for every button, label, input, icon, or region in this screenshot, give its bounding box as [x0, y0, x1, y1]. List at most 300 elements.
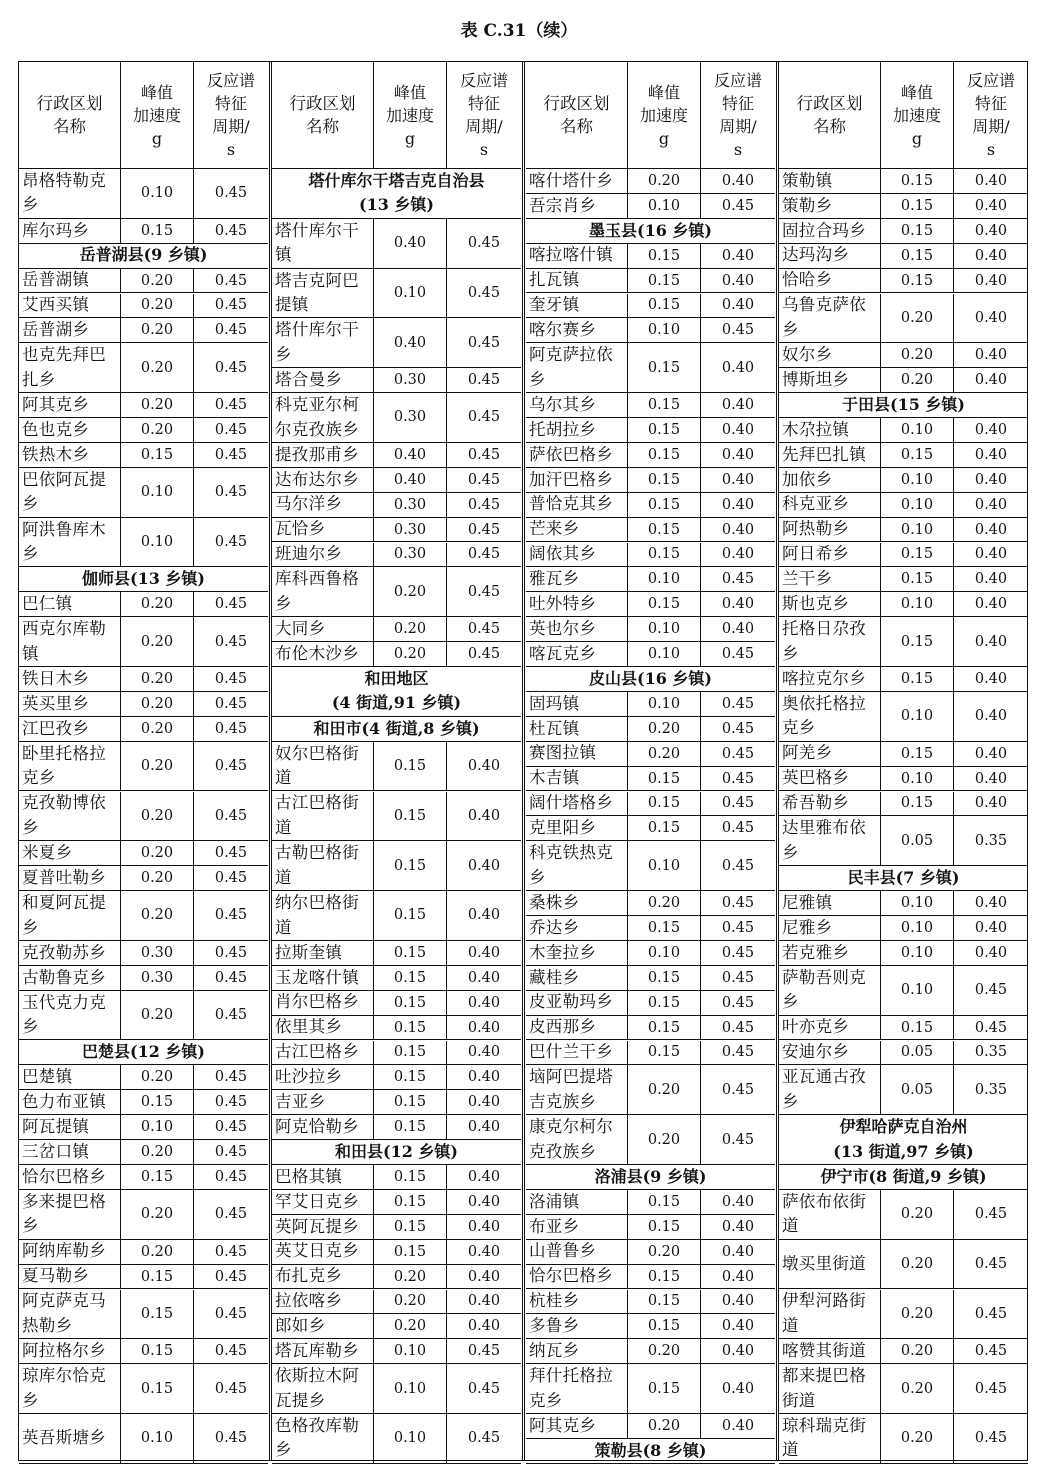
table-row — [19, 1290, 268, 1340]
period-value: 0.45 — [447, 617, 521, 642]
pga-value: 0.15 — [628, 1290, 701, 1315]
region-name: 英吾斯塘乡 — [19, 1414, 121, 1464]
region-name: 阿洪鲁库木 乡 — [19, 518, 121, 568]
pga-value: 0.10 — [881, 966, 954, 1016]
pga-value: 0.20 — [121, 418, 194, 443]
table-row — [526, 393, 775, 418]
region-name: 科克铁热克 乡 — [526, 841, 628, 891]
pga-value: 0.15 — [121, 219, 194, 244]
period-value: 0.45 — [447, 393, 521, 443]
pga-value: 0.10 — [121, 1115, 194, 1140]
period-value: 0.45 — [194, 219, 268, 244]
pga-value: 0.20 — [628, 1240, 701, 1265]
period-value: 0.45 — [194, 941, 268, 966]
table-row — [19, 966, 268, 991]
table-row — [779, 1364, 1028, 1414]
region-name: 克孜勒苏乡 — [19, 941, 121, 966]
region-name: 萨依巴格乡 — [526, 443, 628, 468]
pga-value: 0.15 — [628, 493, 701, 518]
period-value: 0.45 — [194, 1240, 268, 1265]
pga-value: 0.10 — [121, 518, 194, 568]
table-row — [779, 767, 1028, 792]
table-row — [19, 692, 268, 717]
period-value: 0.40 — [447, 1115, 521, 1140]
table-row — [526, 642, 775, 667]
table-row — [19, 269, 268, 294]
region-name: 古江巴格乡 — [272, 1041, 374, 1066]
period-value: 0.40 — [701, 1190, 775, 1215]
period-value: 0.45 — [194, 343, 268, 393]
table-row — [19, 418, 268, 443]
pga-value: 0.20 — [881, 368, 954, 393]
table-row — [19, 393, 268, 418]
period-value: 0.45 — [194, 866, 268, 891]
pga-value: 0.15 — [121, 1339, 194, 1364]
header-period: 反应谱 特征 周期/ s — [966, 71, 1015, 159]
pga-value: 0.15 — [881, 667, 954, 692]
pga-value: 0.15 — [374, 841, 447, 891]
table-column-3 — [526, 61, 775, 1461]
pga-value: 0.20 — [121, 592, 194, 617]
pga-value: 0.10 — [628, 318, 701, 343]
period-value: 0.40 — [701, 1339, 775, 1364]
table-row — [526, 617, 775, 642]
section-heading: 和田市(4 街道,8 乡镇) — [272, 717, 521, 742]
period-value: 0.45 — [194, 269, 268, 294]
region-name: 安迪尔乡 — [779, 1041, 881, 1066]
region-name: 芒来乡 — [526, 518, 628, 543]
table-row — [779, 294, 1028, 344]
header-period: 反应谱 特征 周期/ s — [206, 71, 255, 159]
region-name: 奴尔乡 — [779, 343, 881, 368]
region-name: 布亚乡 — [526, 1215, 628, 1240]
table-column-4 — [779, 61, 1028, 1461]
section-heading: 策勒县(8 乡镇) — [526, 1439, 775, 1464]
table-row — [272, 468, 521, 493]
pga-value: 0.10 — [628, 941, 701, 966]
pga-value: 0.15 — [121, 1290, 194, 1340]
period-value: 0.40 — [701, 418, 775, 443]
table-row — [19, 1240, 268, 1265]
period-value: 0.45 — [194, 841, 268, 866]
section-heading: 和田地区 (4 街道,91 乡镇) — [272, 667, 521, 717]
table-row — [526, 717, 775, 742]
region-name: 克孜勒博依 乡 — [19, 792, 121, 842]
table-row — [526, 1115, 775, 1165]
section-heading: 墨玉县(16 乡镇) — [526, 219, 775, 244]
region-name: 阿日希乡 — [779, 543, 881, 568]
region-name: 阿热勒乡 — [779, 518, 881, 543]
pga-value: 0.10 — [374, 1339, 447, 1364]
period-value: 0.40 — [447, 1290, 521, 1315]
header-pga: 峰值 加速度 g — [374, 61, 447, 169]
region-name: 布伦木沙乡 — [272, 642, 374, 667]
period-value: 0.45 — [194, 991, 268, 1041]
table-row — [19, 1190, 268, 1240]
period-value: 0.40 — [447, 742, 521, 792]
region-name: 阿克萨克马 热勒乡 — [19, 1290, 121, 1340]
table-row — [272, 393, 521, 443]
pga-value: 0.20 — [881, 1240, 954, 1290]
table-row — [526, 269, 775, 294]
region-name: 阿克萨拉依 乡 — [526, 343, 628, 393]
period-value: 0.40 — [447, 966, 521, 991]
table-row — [272, 1090, 521, 1115]
table-row — [19, 866, 268, 891]
period-value: 0.40 — [954, 941, 1028, 966]
pga-value: 0.20 — [881, 1290, 954, 1340]
region-name: 阿羌乡 — [779, 742, 881, 767]
pga-value: 0.15 — [374, 1016, 447, 1041]
region-name: 赛图拉镇 — [526, 742, 628, 767]
period-value: 0.40 — [954, 169, 1028, 194]
table-row — [272, 1016, 521, 1041]
region-name: 色也克乡 — [19, 418, 121, 443]
period-value: 0.45 — [701, 692, 775, 717]
table-row — [272, 1065, 521, 1090]
region-name: 玉代克力克 乡 — [19, 991, 121, 1041]
table-row — [526, 493, 775, 518]
pga-value: 0.15 — [374, 1090, 447, 1115]
table-row — [779, 567, 1028, 592]
pga-value: 0.20 — [121, 318, 194, 343]
table-row — [19, 443, 268, 468]
pga-value: 0.15 — [628, 468, 701, 493]
region-name: 喀尔赛乡 — [526, 318, 628, 343]
period-value: 0.45 — [194, 294, 268, 319]
pga-value: 0.15 — [881, 617, 954, 667]
period-value: 0.45 — [194, 592, 268, 617]
table-row — [526, 1265, 775, 1290]
region-name: 塔吉克阿巴 提镇 — [272, 269, 374, 319]
section-heading: 伊犁哈萨克自治州 (13 街道,97 乡镇) — [779, 1115, 1028, 1165]
region-name: 琼科瑞克街 道 — [779, 1414, 881, 1464]
region-name: 铁热木乡 — [19, 443, 121, 468]
region-name: 英买里乡 — [19, 692, 121, 717]
table-row — [779, 792, 1028, 817]
table-row — [19, 343, 268, 393]
period-value: 0.45 — [447, 493, 521, 518]
table-row — [272, 642, 521, 667]
period-value: 0.40 — [954, 468, 1028, 493]
period-value: 0.40 — [954, 219, 1028, 244]
section-heading: 洛浦县(9 乡镇) — [526, 1165, 775, 1190]
table-row — [526, 792, 775, 817]
table-row — [272, 1290, 521, 1315]
region-name: 依斯拉木阿 瓦提乡 — [272, 1364, 374, 1414]
region-name: 固玛镇 — [526, 692, 628, 717]
table-row — [526, 966, 775, 991]
pga-value: 0.30 — [374, 368, 447, 393]
pga-value: 0.40 — [374, 318, 447, 368]
table-row — [19, 991, 268, 1041]
pga-value: 0.30 — [374, 493, 447, 518]
period-value: 0.45 — [194, 792, 268, 842]
region-name: 博斯坦乡 — [779, 368, 881, 393]
pga-value: 0.15 — [881, 269, 954, 294]
pga-value: 0.20 — [121, 269, 194, 294]
region-name: 布扎克乡 — [272, 1265, 374, 1290]
pga-value: 0.05 — [881, 1065, 954, 1115]
table-row — [526, 767, 775, 792]
period-value: 0.40 — [701, 269, 775, 294]
table-row — [526, 1041, 775, 1066]
period-value: 0.40 — [447, 1016, 521, 1041]
pga-value: 0.30 — [374, 543, 447, 568]
region-name: 普恰克其乡 — [526, 493, 628, 518]
region-name: 阿拉格尔乡 — [19, 1339, 121, 1364]
period-value: 0.40 — [954, 767, 1028, 792]
period-value: 0.45 — [447, 1339, 521, 1364]
region-name: 岳普湖镇 — [19, 269, 121, 294]
section-heading: 和田县(12 乡镇) — [272, 1140, 521, 1165]
table-row — [779, 1339, 1028, 1364]
period-value: 0.45 — [194, 318, 268, 343]
period-value: 0.40 — [701, 1215, 775, 1240]
region-name: 肖尔巴格乡 — [272, 991, 374, 1016]
period-value: 0.40 — [447, 991, 521, 1016]
period-value: 0.40 — [701, 493, 775, 518]
period-value: 0.40 — [954, 567, 1028, 592]
pga-value: 0.15 — [628, 244, 701, 269]
table-row — [526, 294, 775, 319]
pga-value: 0.20 — [881, 343, 954, 368]
table-row — [779, 966, 1028, 1016]
pga-value: 0.15 — [374, 1065, 447, 1090]
period-value: 0.45 — [447, 543, 521, 568]
pga-value: 0.20 — [881, 294, 954, 344]
period-value: 0.40 — [701, 443, 775, 468]
table-row — [526, 841, 775, 891]
period-value: 0.45 — [701, 792, 775, 817]
table-row — [19, 891, 268, 941]
region-name: 塔瓦库勒乡 — [272, 1339, 374, 1364]
region-name: 斯也克乡 — [779, 592, 881, 617]
table-row — [526, 1339, 775, 1364]
region-name: 也克先拜巴 扎乡 — [19, 343, 121, 393]
period-value: 0.40 — [447, 1165, 521, 1190]
header-pga: 峰值 加速度 g — [121, 61, 194, 169]
period-value: 0.35 — [954, 816, 1028, 866]
pga-value: 0.15 — [628, 518, 701, 543]
pga-value: 0.10 — [881, 916, 954, 941]
table-row — [779, 916, 1028, 941]
pga-value: 0.15 — [121, 1265, 194, 1290]
pga-value: 0.20 — [881, 1190, 954, 1240]
region-name: 色力布亚镇 — [19, 1090, 121, 1115]
table-row — [526, 1065, 775, 1115]
table-row — [526, 1290, 775, 1315]
region-name: 木奎拉乡 — [526, 941, 628, 966]
region-name: 多鲁乡 — [526, 1314, 628, 1339]
period-value: 0.40 — [447, 792, 521, 842]
period-value: 0.40 — [701, 169, 775, 194]
table-row — [779, 617, 1028, 667]
header-name: 行政区划 名称 — [779, 61, 881, 169]
pga-value: 0.15 — [881, 443, 954, 468]
pga-value: 0.40 — [374, 219, 447, 269]
pga-value: 0.15 — [374, 792, 447, 842]
region-name: 奎牙镇 — [526, 294, 628, 319]
region-name: 恰哈乡 — [779, 269, 881, 294]
period-value: 0.45 — [194, 1140, 268, 1165]
region-name: 喀什塔什乡 — [526, 169, 628, 194]
pga-value: 0.20 — [121, 742, 194, 792]
period-value: 0.40 — [701, 343, 775, 393]
header-name: 行政区划 名称 — [526, 61, 628, 169]
pga-value: 0.15 — [881, 244, 954, 269]
pga-value: 0.20 — [121, 343, 194, 393]
period-value: 0.45 — [701, 891, 775, 916]
pga-value: 0.20 — [121, 692, 194, 717]
pga-value: 0.20 — [121, 294, 194, 319]
region-name: 皮亚勒玛乡 — [526, 991, 628, 1016]
table-row — [19, 1140, 268, 1165]
table-row — [779, 244, 1028, 269]
region-name: 山普鲁乡 — [526, 1240, 628, 1265]
table-row — [779, 1240, 1028, 1290]
period-value: 0.45 — [194, 1090, 268, 1115]
pga-value: 0.15 — [881, 169, 954, 194]
pga-value: 0.10 — [121, 169, 194, 219]
table-row — [526, 443, 775, 468]
pga-value: 0.15 — [374, 742, 447, 792]
region-name: 罕艾日克乡 — [272, 1190, 374, 1215]
region-name: 乔达乡 — [526, 916, 628, 941]
pga-value: 0.20 — [374, 617, 447, 642]
pga-value: 0.15 — [628, 767, 701, 792]
table-row — [526, 567, 775, 592]
pga-value: 0.30 — [374, 393, 447, 443]
section-heading: 伊宁市(8 街道,9 乡镇) — [779, 1165, 1028, 1190]
pga-value: 0.15 — [628, 418, 701, 443]
region-name: 巴格其镇 — [272, 1165, 374, 1190]
pga-value: 0.15 — [628, 393, 701, 418]
region-name: 阿纳库勒乡 — [19, 1240, 121, 1265]
period-value: 0.45 — [194, 891, 268, 941]
pga-value: 0.20 — [881, 1414, 954, 1464]
table-row — [779, 219, 1028, 244]
region-name: 杭桂乡 — [526, 1290, 628, 1315]
period-value: 0.45 — [701, 966, 775, 991]
pga-value: 0.15 — [628, 1265, 701, 1290]
table-row — [272, 841, 521, 891]
table-row — [526, 244, 775, 269]
table-row — [779, 1290, 1028, 1340]
period-value: 0.45 — [701, 1041, 775, 1066]
period-value: 0.40 — [954, 916, 1028, 941]
region-name: 古勒巴格街 道 — [272, 841, 374, 891]
period-value: 0.35 — [954, 1041, 1028, 1066]
pga-value: 0.10 — [881, 468, 954, 493]
period-value: 0.40 — [954, 543, 1028, 568]
period-value: 0.45 — [447, 368, 521, 393]
table-row — [272, 368, 521, 393]
table-row — [526, 816, 775, 841]
section-heading: 皮山县(16 乡镇) — [526, 667, 775, 692]
table-row — [19, 518, 268, 568]
pga-value: 0.15 — [374, 1190, 447, 1215]
region-name: 塔什库尔干 乡 — [272, 318, 374, 368]
table-row — [272, 1364, 521, 1414]
period-value: 0.45 — [701, 318, 775, 343]
period-value: 0.40 — [701, 393, 775, 418]
table-row — [19, 792, 268, 842]
period-value: 0.40 — [954, 518, 1028, 543]
region-name: 瓦恰乡 — [272, 518, 374, 543]
table-row — [526, 742, 775, 767]
pga-value: 0.15 — [628, 592, 701, 617]
period-value: 0.40 — [954, 592, 1028, 617]
region-name: 托胡拉乡 — [526, 418, 628, 443]
table-row — [19, 617, 268, 667]
period-value: 0.40 — [954, 692, 1028, 742]
header-row — [272, 61, 521, 169]
pga-value: 0.10 — [881, 592, 954, 617]
table-row — [19, 667, 268, 692]
pga-value: 0.15 — [628, 792, 701, 817]
pga-value: 0.10 — [881, 891, 954, 916]
pga-value: 0.15 — [374, 1215, 447, 1240]
table-row — [526, 1016, 775, 1041]
section-heading: 岳普湖县(9 乡镇) — [19, 244, 268, 269]
region-name: 铁日木乡 — [19, 667, 121, 692]
region-name: 依里其乡 — [272, 1016, 374, 1041]
table-row — [779, 169, 1028, 194]
period-value: 0.45 — [194, 1364, 268, 1414]
pga-value: 0.10 — [121, 468, 194, 518]
region-name: 吉亚乡 — [272, 1090, 374, 1115]
region-name: 江巴孜乡 — [19, 717, 121, 742]
table-row — [779, 816, 1028, 866]
table-row — [272, 1215, 521, 1240]
table-row — [272, 269, 521, 319]
table-row — [526, 343, 775, 393]
table-title: 表 C.31（续） — [460, 21, 578, 41]
pga-value: 0.20 — [374, 642, 447, 667]
period-value: 0.45 — [701, 1115, 775, 1165]
table-row — [272, 1041, 521, 1066]
table-row — [272, 543, 521, 568]
pga-value: 0.10 — [121, 1414, 194, 1464]
pga-value: 0.15 — [374, 1115, 447, 1140]
pga-value: 0.40 — [374, 443, 447, 468]
pga-value: 0.30 — [121, 966, 194, 991]
table-row — [779, 667, 1028, 692]
period-value: 0.40 — [701, 244, 775, 269]
period-value: 0.45 — [701, 567, 775, 592]
pga-value: 0.20 — [121, 1240, 194, 1265]
region-name: 康克尔柯尔 克孜族乡 — [526, 1115, 628, 1165]
region-name: 木尕拉镇 — [779, 418, 881, 443]
table-row — [779, 1065, 1028, 1115]
table-column-2 — [272, 61, 521, 1461]
period-value: 0.45 — [194, 443, 268, 468]
pga-value: 0.10 — [628, 567, 701, 592]
period-value: 0.45 — [701, 916, 775, 941]
pga-value: 0.10 — [628, 642, 701, 667]
pga-value: 0.40 — [374, 468, 447, 493]
period-value: 0.45 — [447, 1364, 521, 1414]
pga-value: 0.10 — [881, 692, 954, 742]
period-value: 0.45 — [194, 1190, 268, 1240]
table-row — [19, 742, 268, 792]
period-value: 0.40 — [447, 1065, 521, 1090]
pga-value: 0.15 — [374, 1041, 447, 1066]
pga-value: 0.15 — [628, 343, 701, 393]
period-value: 0.35 — [954, 1065, 1028, 1115]
period-value: 0.45 — [447, 1414, 521, 1464]
